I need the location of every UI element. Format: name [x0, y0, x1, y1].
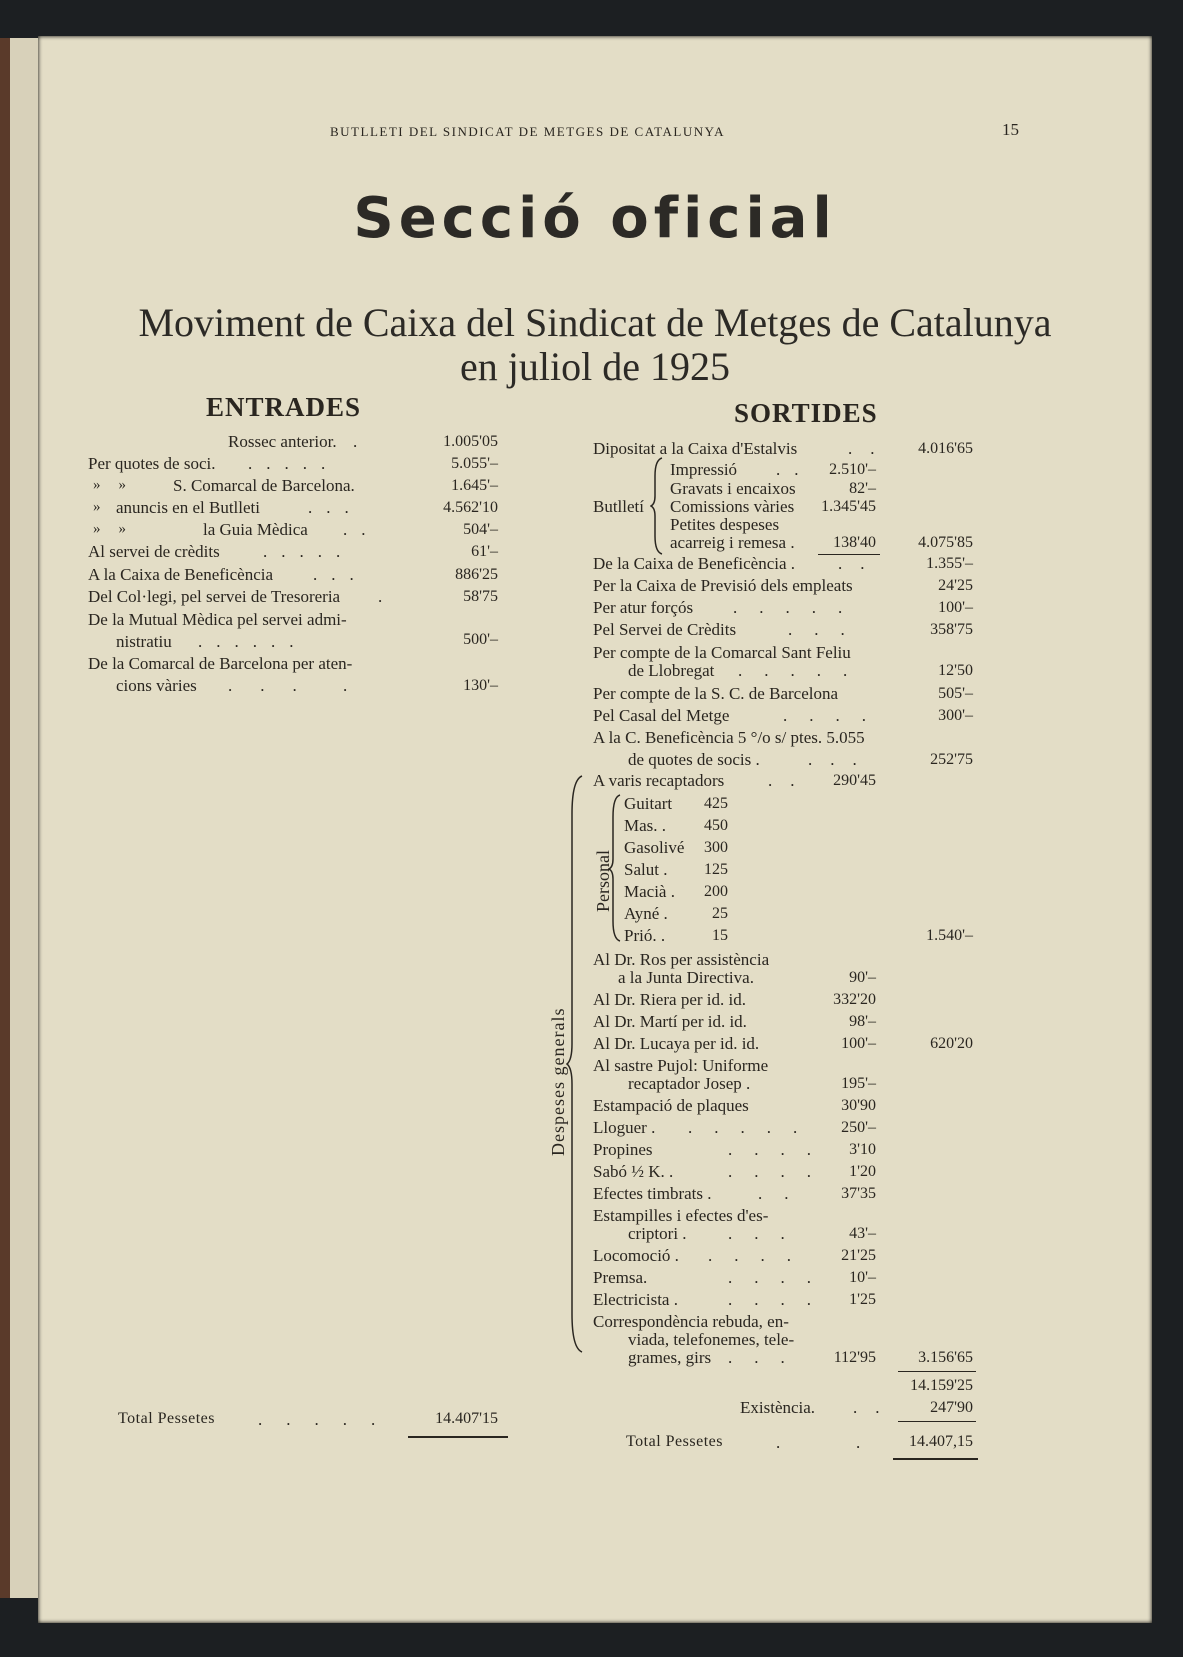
list-item-cont: viada, telefonemes, tele- — [628, 1330, 795, 1349]
entrades-total: 14.407'15 — [435, 1410, 498, 1427]
list-item: Macià . — [624, 882, 675, 901]
amount: 98'– — [849, 1013, 876, 1030]
amount: 3'10 — [849, 1141, 876, 1158]
amount: 90'– — [849, 969, 876, 986]
group-total: 3.156'65 — [918, 1349, 973, 1366]
butlleti-label: Butlletí — [593, 497, 644, 516]
list-item-cont: nistratiu — [116, 632, 172, 651]
list-item-cont: de quotes de socis . — [628, 750, 760, 769]
list-item: acarreig i remesa . — [670, 533, 795, 552]
amount: 332'20 — [833, 991, 876, 1008]
document-page: BUTLLETI DEL SINDICAT DE METGES DE CATALUNYA 15 Secció oficial Moviment de Caixa del Sindicat de Metges de Catalunya en juliol de 1925 ENTRADES Rossec anterior. . 1.005'05 Per quotes de soci. ..... 5.055'– »» S. Comarcal de Barcelona. 1.645'– » anuncis en el Butlleti ... 4.562'10 »» la Guia Mèdica .. 504'– Al servei de crèdits ..... 61'– A la Caixa de Beneficència ... 886'25 Del Col·legi, pel servei de Tresoreria . 58'75 De la Mutual Mèdica pel servei admi- nistratiu ...... 500'– De la Comarcal de Barcelona per aten- cions vàries ... . 130'– Total Pessetes ..... 14.407'15 SORTIDES Dipositat a la Caixa d'Estalvis .. 4.016'65 Butlletí Impressió .. 2.510'– Gravats i encaixos 82'– Comissions vàries 1.345'45 Petites despeses acarreig i remesa . 138'40 4.075'85 De la Caixa de Beneficència . .. 1.355'– Per la Caixa de Previsió dels empleats 24'25 Per atur forçós ..... 100'– Pel Servei de Crèdits ... 358'75 Per compte de la Comarcal Sant Feliu de Llobregat ..... 12'50 Per compte de la S. C. de Barcelona 505'– Pel Casal del Metge .... 300'– A la C. Beneficència 5 °/o s/ ptes. 5.055 de quotes de socis . ... 252'75 Despeses generals A varis recaptadors .. 290'45 Personal Guitart 425 Mas. . 450 Gasolivé 300 Salut . 125 Macià . 200 Ayné . 25 Prió. . 15 1.540'– Al Dr. Ros per assistència a la Junta Directiva. 90'– Al Dr. Riera per id. id. 332'20 Al Dr. Martí per id. id. 98'– Al Dr. Lucaya per id. id. 100'– 620'20 Al sastre Pujol: Uniforme recaptador Josep . 195'– Estampació de plaques 30'90 Lloguer . ..... 250'– Propines .... 3'10 Sabó ½ K. . .... 1'20 Efectes timbrats . .. 37'35 Estampilles i efectes d'es- criptori . ... 43'– Locomoció . .... 21'25 Premsa. .... 10'– Electricista . .... 1'25 Correspondència rebuda, en- viada, telefonemes, tele- grames, girs ... 112'95 3.156'65 14.159'25 Existència. .. 247'90 Total Pessetes . . 14.407,15 — [38, 36, 1152, 1623]
list-item-cont: recaptador Josep . — [628, 1074, 751, 1093]
list-item-cont: de Llobregat — [628, 661, 715, 680]
amount: 450 — [704, 817, 728, 834]
amount: 125 — [704, 861, 728, 878]
amount: 58'75 — [463, 588, 498, 605]
brace-icon — [650, 456, 664, 556]
list-item: Mas. . — [624, 816, 667, 835]
amount: 425 — [704, 795, 728, 812]
list-item: Electricista . — [593, 1290, 678, 1309]
list-item: Salut . — [624, 860, 668, 879]
list-item: Dipositat a la Caixa d'Estalvis — [593, 439, 798, 458]
amount: 21'25 — [841, 1247, 876, 1264]
amount: 1'20 — [849, 1163, 876, 1180]
list-item: Per la Caixa de Previsió dels empleats — [593, 576, 853, 595]
list-item: Sabó ½ K. . — [593, 1162, 674, 1181]
amount: 2.510'– — [829, 461, 876, 478]
list-item: Gasolivé — [624, 838, 685, 857]
amount: 504'– — [463, 521, 498, 538]
list-item: De la Comarcal de Barcelona per aten- — [88, 654, 353, 673]
list-item: Propines — [593, 1140, 653, 1159]
amount: 505'– — [938, 685, 973, 702]
amount: 30'90 — [841, 1097, 876, 1114]
list-item: Gravats i encaixos — [670, 479, 796, 498]
sortides-total: 14.407,15 — [909, 1433, 973, 1450]
list-item: S. Comarcal de Barcelona. — [173, 476, 355, 495]
amount: 100'– — [938, 599, 973, 616]
group-total: 4.075'85 — [918, 534, 973, 551]
amount: 1.645'– — [451, 477, 498, 494]
list-item: Al Dr. Martí per id. id. — [593, 1012, 747, 1031]
amount: 43'– — [849, 1225, 876, 1242]
list-item: A varis recaptadors — [593, 771, 725, 790]
list-item: A la Caixa de Beneficència — [88, 565, 274, 584]
amount: 252'75 — [930, 751, 973, 768]
list-item: Al Dr. Riera per id. id. — [593, 990, 746, 1009]
amount: 300 — [704, 839, 728, 856]
list-item: Estampilles i efectes d'es- — [593, 1206, 769, 1225]
existencia-amount: 247'90 — [930, 1399, 973, 1416]
amount: 195'– — [841, 1075, 876, 1092]
list-item: Guitart — [624, 794, 673, 813]
page-number: 15 — [1002, 120, 1019, 139]
existencia-label: Existència. — [740, 1398, 816, 1417]
list-item: Al Dr. Lucaya per id. id. — [593, 1034, 760, 1053]
amount: 5.055'– — [451, 455, 498, 472]
list-item: Per compte de la Comarcal Sant Feliu — [593, 643, 851, 662]
amount: 82'– — [849, 480, 876, 497]
amount: 12'50 — [938, 662, 973, 679]
list-item: Prió. . — [624, 926, 666, 945]
list-item: Petites despeses — [670, 515, 780, 534]
amount: 15 — [712, 927, 728, 944]
list-item: Al sastre Pujol: Uniforme — [593, 1056, 769, 1075]
entrades-total-label: Total Pessetes — [118, 1410, 215, 1427]
amount: 1.345'45 — [821, 498, 876, 515]
list-item: Per quotes de soci. — [88, 454, 216, 473]
report-title-line1: Moviment de Caixa del Sindicat de Metges de Catalunya — [138, 300, 1052, 345]
running-header: BUTLLETI DEL SINDICAT DE METGES DE CATALUNYA — [330, 124, 725, 139]
list-item: Locomoció . — [593, 1246, 679, 1265]
list-item: Impressió — [670, 460, 738, 479]
amount: 358'75 — [930, 621, 973, 638]
amount: 250'– — [841, 1119, 876, 1136]
amount: 886'25 — [455, 566, 498, 583]
list-item: Lloguer . — [593, 1118, 656, 1137]
list-item: Estampació de plaques — [593, 1096, 749, 1115]
list-item: Pel Casal del Metge — [593, 706, 730, 725]
amount: 1.005'05 — [443, 433, 498, 450]
list-item: Per compte de la S. C. de Barcelona — [593, 684, 839, 703]
amount: 1.355'– — [926, 555, 973, 572]
list-item: Rossec anterior. — [228, 432, 337, 451]
total-underline — [893, 1458, 978, 1460]
amount: 130'– — [463, 677, 498, 694]
amount: 61'– — [471, 543, 498, 560]
generals-vertical-label: Despeses generals — [548, 1007, 568, 1156]
amount: 4.562'10 — [443, 499, 498, 516]
amount: 100'– — [841, 1035, 876, 1052]
sortides-heading: SORTIDES — [734, 398, 878, 428]
list-item-cont: grames, girs — [628, 1348, 712, 1367]
amount: 200 — [704, 883, 728, 900]
subtotal: 14.159'25 — [910, 1377, 973, 1394]
list-item-cont: criptori . — [628, 1224, 687, 1243]
amount: 25 — [712, 905, 728, 922]
group-total: 620'20 — [930, 1035, 973, 1052]
list-item: Comissions vàries — [670, 497, 795, 516]
list-item-cont: cions vàries — [116, 676, 197, 695]
list-item: Del Col·legi, pel servei de Tresoreria — [88, 587, 341, 606]
list-item: A la C. Beneficència 5 °/o s/ ptes. 5.055 — [593, 728, 865, 747]
total-underline — [408, 1436, 508, 1438]
report-title-line2: en juliol de 1925 — [460, 344, 730, 389]
section-title: Secció oficial — [353, 186, 837, 251]
amount: 300'– — [938, 707, 973, 724]
amount: 138'40 — [833, 534, 876, 551]
amount: 24'25 — [938, 577, 973, 594]
amount: 112'95 — [833, 1349, 876, 1366]
amount: 10'– — [849, 1269, 876, 1286]
list-item: Per atur forçós — [593, 598, 694, 617]
amount: 1'25 — [849, 1291, 876, 1308]
amount: 37'35 — [841, 1185, 876, 1202]
personal-vertical-label: Personal — [593, 850, 613, 912]
list-item: Al Dr. Ros per assistència — [593, 950, 770, 969]
entrades-heading: ENTRADES — [206, 392, 362, 422]
list-item: anuncis en el Butlleti — [116, 498, 260, 517]
list-item: Al servei de crèdits — [88, 542, 220, 561]
list-item: Ayné . — [624, 904, 668, 923]
list-item: Premsa. — [593, 1268, 648, 1287]
list-item: Pel Servei de Crèdits — [593, 620, 737, 639]
list-item: De la Caixa de Beneficència . — [593, 554, 796, 573]
list-item: De la Mutual Mèdica pel servei admi- — [88, 610, 347, 629]
list-item: Efectes timbrats . — [593, 1184, 712, 1203]
sortides-total-label: Total Pessetes — [626, 1433, 723, 1450]
amount: 500'– — [463, 631, 498, 648]
amount: 290'45 — [833, 772, 876, 789]
list-item: Correspondència rebuda, en- — [593, 1312, 789, 1331]
list-item: la Guia Mèdica — [203, 520, 308, 539]
amount: 4.016'65 — [918, 440, 973, 457]
group-total: 1.540'– — [926, 927, 973, 944]
list-item-cont: a la Junta Directiva. — [618, 968, 754, 987]
